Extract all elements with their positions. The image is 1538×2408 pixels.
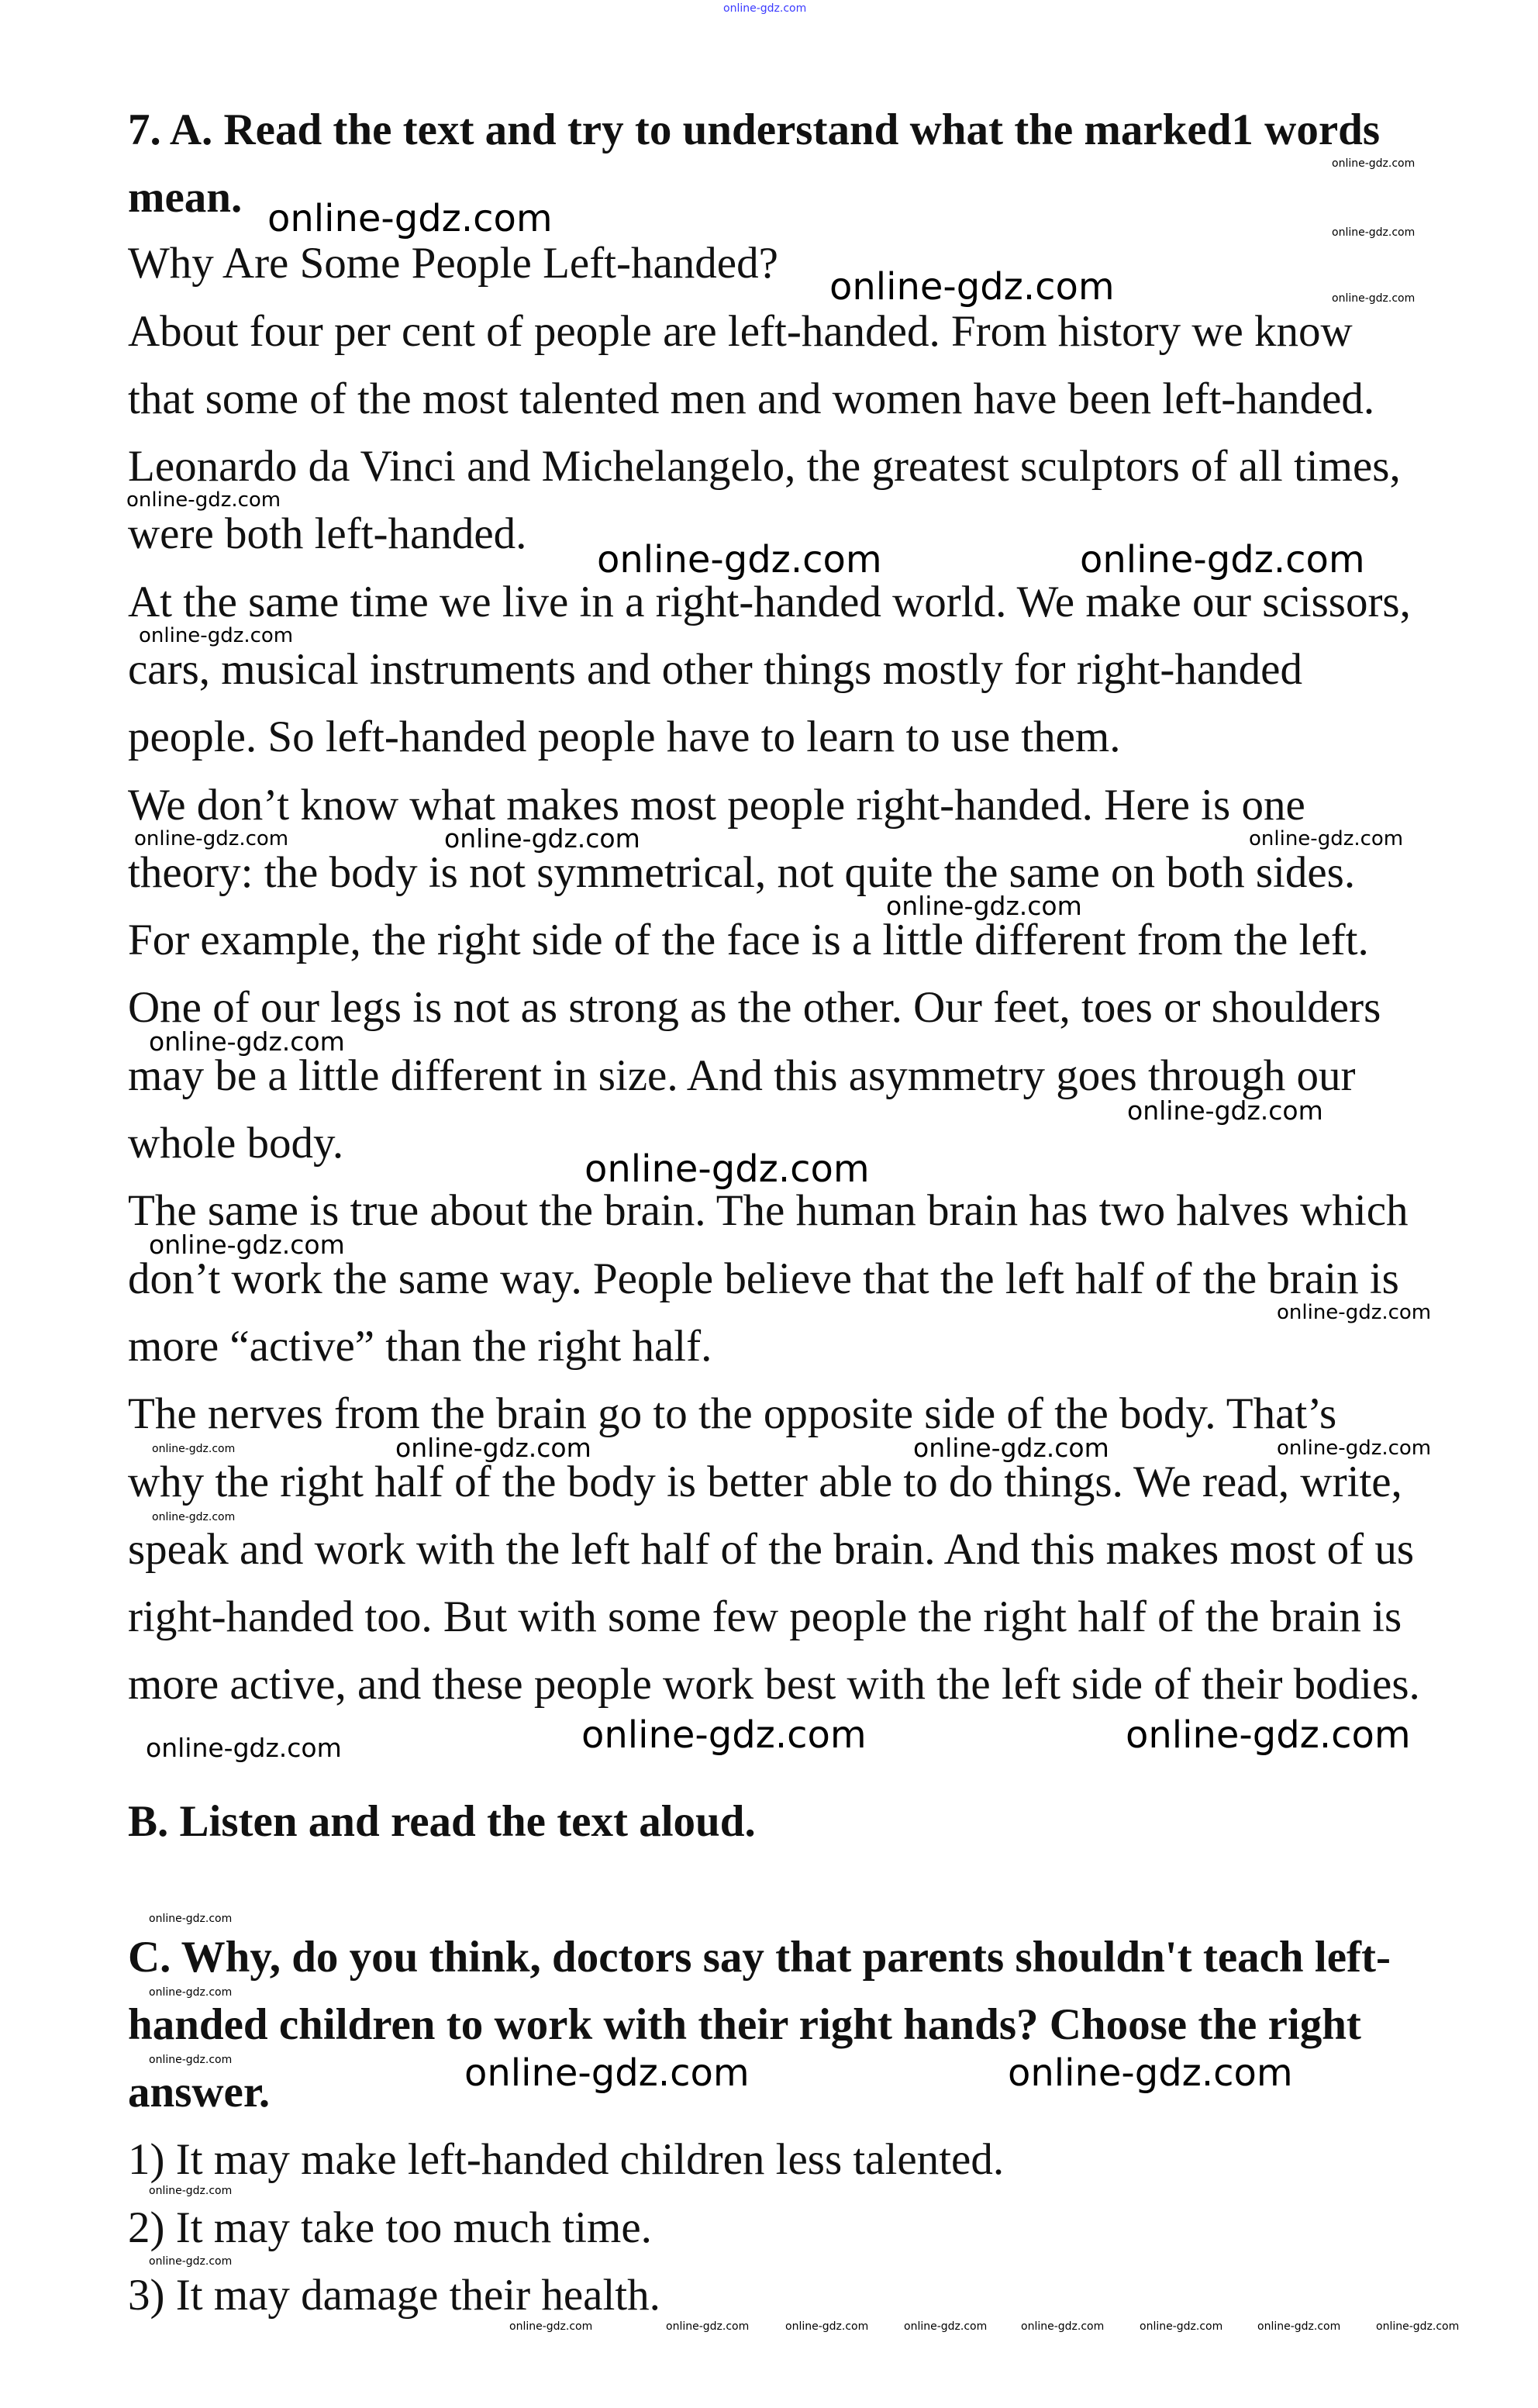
watermark: online-gdz.com: [1127, 1095, 1323, 1126]
heading-c-line: handed children to work with their right hands? Choose the right: [128, 2000, 1361, 2049]
text-line: that some of the most talented men and women have been left-handed.: [128, 374, 1375, 423]
text-line: right-handed too. But with some few people the right half of the brain is: [128, 1592, 1402, 1641]
watermark: online-gdz.com: [1376, 2320, 1460, 2333]
text-line: whole body.: [128, 1119, 344, 1168]
watermark: online-gdz.com: [444, 823, 640, 854]
watermark: online-gdz.com: [149, 2185, 233, 2197]
heading-a-line: mean.: [128, 173, 243, 222]
text-line: why the right half of the body is better able to do things. We read, write,: [128, 1458, 1402, 1506]
watermark: online-gdz.com: [1080, 538, 1365, 581]
watermark: online-gdz.com: [126, 488, 281, 512]
watermark: online-gdz.com: [139, 624, 294, 647]
watermark: online-gdz.com: [585, 1147, 870, 1191]
watermark: online-gdz.com: [1277, 1437, 1432, 1460]
heading-c-line: answer.: [128, 2068, 271, 2116]
text-line: more active, and these people work best with the left side of their bodies.: [128, 1660, 1420, 1709]
watermark: online-gdz.com: [395, 1433, 591, 1463]
text-line: The nerves from the brain go to the opposite side of the body. That’s: [128, 1389, 1337, 1438]
text-line: theory: the body is not symmetrical, not quite the same on both sides.: [128, 848, 1356, 897]
text-line: Leonardo da Vinci and Michelangelo, the greatest sculptors of all times,: [128, 442, 1401, 491]
watermark: online-gdz.com: [904, 2320, 988, 2333]
watermark: online-gdz.com: [1249, 827, 1404, 850]
heading-b: B. Listen and read the text aloud.: [128, 1797, 756, 1846]
text-title: Why Are Some People Left-handed?: [128, 239, 778, 288]
text-line: more “active” than the right half.: [128, 1322, 712, 1371]
watermark: online-gdz.com: [146, 1733, 342, 1763]
watermark: online-gdz.com: [149, 1026, 345, 1057]
watermark: online-gdz.com: [1021, 2320, 1105, 2333]
watermark: online-gdz.com: [1140, 2320, 1223, 2333]
watermark: online-gdz.com: [149, 2054, 233, 2066]
text-line: were both left-handed.: [128, 509, 527, 558]
watermark: online-gdz.com: [152, 1511, 236, 1523]
watermark: online-gdz.com: [666, 2320, 750, 2333]
watermark: online-gdz.com: [134, 827, 289, 850]
heading-a-line: 7. A. Read the text and try to understand what the marked1 words: [128, 105, 1381, 154]
text-line: may be a little different in size. And this asymmetry goes through our: [128, 1051, 1356, 1100]
watermark: online-gdz.com: [581, 1713, 867, 1757]
watermark: online-gdz.com: [149, 1986, 233, 1999]
text-line: cars, musical instruments and other things mostly for right-handed: [128, 645, 1302, 694]
heading-c-line: C. Why, do you think, doctors say that parents shouldn't teach left-: [128, 1933, 1391, 1982]
watermark: online-gdz.com: [1277, 1301, 1432, 1324]
watermark: online-gdz.com: [723, 2, 807, 15]
watermark: online-gdz.com: [1332, 226, 1416, 239]
watermark: online-gdz.com: [913, 1433, 1109, 1463]
watermark: online-gdz.com: [1257, 2320, 1341, 2333]
watermark: online-gdz.com: [149, 1913, 233, 1925]
text-line: At the same time we live in a right-handed world. We make our scissors,: [128, 578, 1411, 626]
text-line: don’t work the same way. People believe that the left half of the brain is: [128, 1254, 1399, 1303]
watermark: online-gdz.com: [1126, 1713, 1411, 1757]
text-line: For example, the right side of the face is a little different from the left.: [128, 916, 1369, 964]
watermark: online-gdz.com: [149, 1230, 345, 1260]
text-line: speak and work with the left half of the brain. And this makes most of us: [128, 1525, 1415, 1574]
text-line: One of our legs is not as strong as the other. Our feet, toes or shoulders: [128, 983, 1381, 1032]
watermark: online-gdz.com: [464, 2051, 750, 2095]
watermark: online-gdz.com: [1332, 292, 1416, 305]
watermark: online-gdz.com: [1332, 157, 1416, 170]
text-line: About four per cent of people are left-handed. From history we know: [128, 307, 1353, 356]
watermark: online-gdz.com: [149, 2255, 233, 2268]
watermark: online-gdz.com: [509, 2320, 593, 2333]
watermark: online-gdz.com: [152, 1443, 236, 1455]
answer-option: 3) It may damage their health.: [128, 2271, 660, 2320]
answer-option: 1) It may make left-handed children less talented.: [128, 2135, 1005, 2184]
watermark: online-gdz.com: [785, 2320, 869, 2333]
text-line: We don’t know what makes most people right-handed. Here is one: [128, 781, 1305, 830]
answer-option: 2) It may take too much time.: [128, 2203, 652, 2252]
watermark: online-gdz.com: [829, 265, 1115, 309]
watermark: online-gdz.com: [1008, 2051, 1293, 2095]
watermark: online-gdz.com: [597, 538, 882, 581]
watermark: online-gdz.com: [267, 197, 553, 240]
watermark: online-gdz.com: [886, 891, 1082, 921]
text-line: people. So left-handed people have to learn to use them.: [128, 712, 1121, 761]
text-line: The same is true about the brain. The human brain has two halves which: [128, 1186, 1409, 1235]
